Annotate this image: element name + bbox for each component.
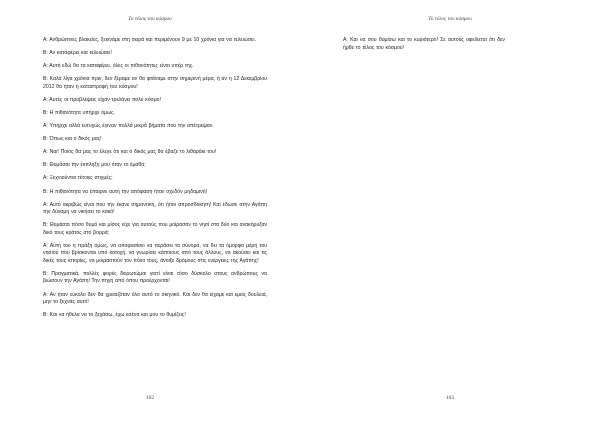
dialogue-paragraph: Α: Ναι! Ποιος θα μας το έλεγε ότι και ο δικός μας θα έβαζε το λιθαράκι του! [43,149,217,156]
dialogue-paragraph: Β: Θυμάσαι την έκπληξη μου όταν το έμαθα; [43,162,146,169]
dialogue-paragraph: Α: Ανθρώπινες βλακείες, ξεκινάμε στη σειρά και περιμένουν 9 με 10 χρόνια για να τελειώσει. [43,37,256,43]
dialogue-paragraph: Α: Αν ήταν εύκολο δεν θα χρειαζόταν όλο αυτό το σκηνικό. Και δεν θα είχαμε και εμείς δουλειά, μην το ξεχνάς αυτό! [43,291,267,305]
running-header: Το τέλος του κόσμου [128,16,172,22]
dialogue-paragraph: Β: Θυμάσαι πόσο θυμό και μίσος είχε για αυτούς που μοίρασαν το νησί στα δύο και ανακήρυξαν δικό τους κράτος στο βορρά; [43,222,267,236]
page-body [43,37,267,325]
running-header: Το τέλος του κόσμου [428,16,472,22]
dialogue-paragraph: Β: Όπως και ο δικός μας! [43,136,102,143]
dialogue-paragraph: Β: Η πιθανότητα να έπαιρνε αυτή την απόφαση ήταν σχεδόν μηδαμινή! [43,188,208,195]
dialogue-paragraph: Α: Υπήρχε αλλά ευτυχώς έγιναν πολλά μικρά βήματα που την απέτρεψαν. [43,123,214,130]
page-number: 102 [145,395,155,401]
dialogue-paragraph: Α: Αυτό ακριβώς είναι που την έκανε σημαντική, ότι ήταν απροσδόκητη! Και έδωσε στην Αγάπη την δύναμη να νικήσει το κακό! [43,201,267,216]
dialogue-paragraph: Α: Ξεχνιούνται τέτοιες στιγμές; [43,175,113,182]
dialogue-paragraph: Β: Καλά λίγα χρόνια πριν, δεν ξέραμε αν θα φτάναμε στην σημερινή μέρα, ή αν η 12 Δεκεμβρίου 2012 θα ήταν η καταστροφή του κόσμου! [43,76,267,90]
dialogue-paragraph: Α: Και να σου θυμίσω και το κυριότερο! Σε αυτούς οφείλεται ότι δεν ήρθε το τέλος του κόσμου! [343,37,505,51]
dialogue-paragraph: Α: Αυτή εδώ θα τα καταφέρει, όλες οι πιθανότητες είναι υπέρ της. [43,63,194,70]
right-page [300,0,600,424]
page-number: 103 [445,395,455,401]
page-body [343,37,505,58]
dialogue-paragraph: Β: Πραγματικά, πολλές φορές διερωτώμαι γιατί είναι τόσο δύσκολο στους ανθρώπους να βιώσουν την Αγάπη! Την πηγή από όπου προέρχονται! [43,270,267,285]
dialogue-paragraph: Α: Αυτές οι προβλέψεις είχαν τρελάνει πολύ κόσμο! [43,96,161,103]
dialogue-paragraph: Β: Η πιθανότητα υπήρχε όμως. [43,109,116,116]
dialogue-paragraph: Β: Αν καταφέρει και τελειώσει! [43,50,112,57]
dialogue-paragraph: Α: Αυτή του η πράξη όμως, να αποφασίσει να περάσει τα σύνορα, να δει τα όμορφα μέρη του νησιού που βρίσκονται υπό κατοχή, να γνωρίσει κάποιους από τους άλλους, να ακούσει και τις δικές τους ιστορίες, να μοιραστούν τον πόνο τους, άνοιξε δρόμους στις ενέργειες της Αγάπης! [43,242,267,264]
dialogue-paragraph: Β: Και να ήθελα να το ξεχάσω, έχω εσένα και μου το θυμίζεις! [43,312,186,319]
